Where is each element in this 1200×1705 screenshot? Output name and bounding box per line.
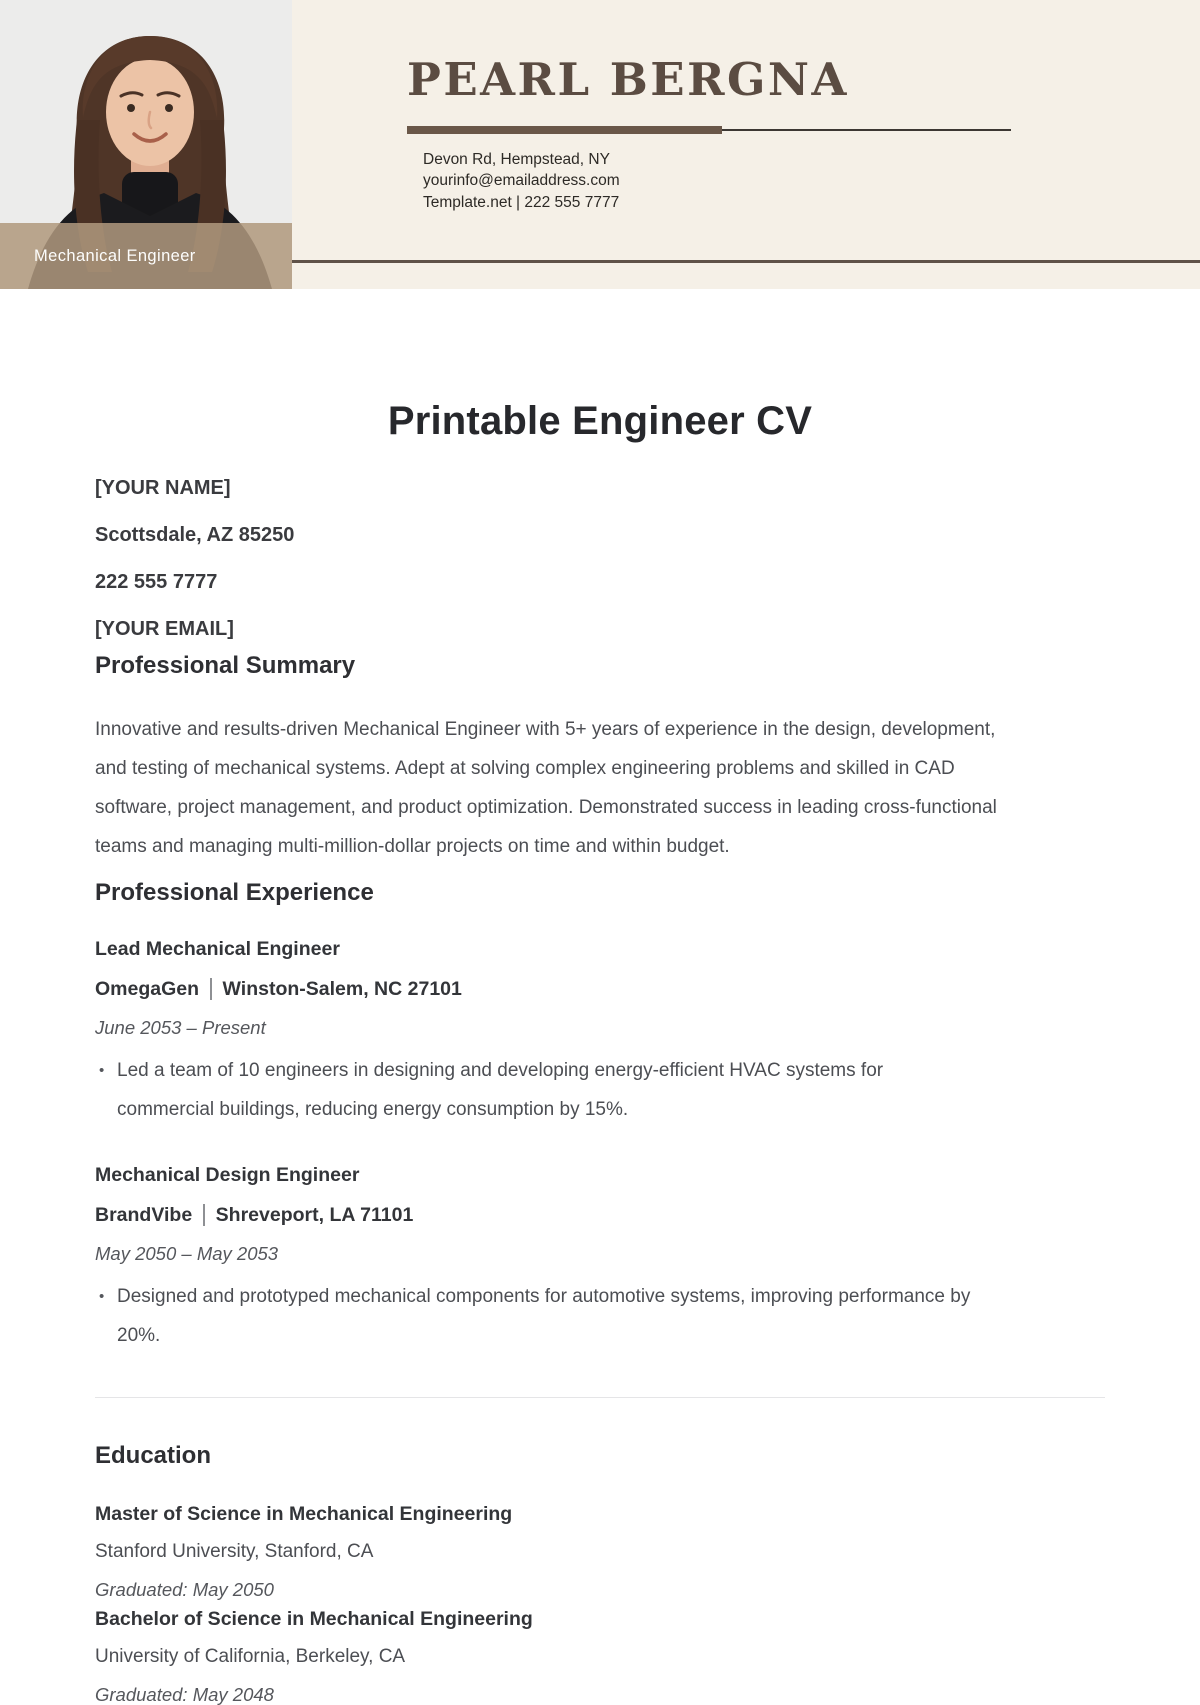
job-title: Mechanical Design Engineer xyxy=(95,1164,360,1186)
education-entry xyxy=(95,1504,1105,1600)
contact-address: Devon Rd, Hempstead, NY xyxy=(423,150,610,168)
job-entry xyxy=(95,1165,1105,1355)
header-identity-panel xyxy=(292,0,1200,289)
education-graduation: Graduated: May 2050 xyxy=(95,1579,274,1600)
summary-heading: Professional Summary xyxy=(95,652,356,679)
education-school: Stanford University, Stanford, CA xyxy=(95,1541,374,1562)
photo-role-label: Mechanical Engineer xyxy=(34,246,196,265)
applicant-contact-block xyxy=(95,478,1105,640)
applicant-name-placeholder: [YOUR NAME] xyxy=(95,477,231,499)
job-dates: June 2053 – Present xyxy=(95,1017,266,1038)
divider-thin-segment xyxy=(722,129,1011,131)
education-entry xyxy=(95,1609,1105,1705)
divider-thick-segment xyxy=(407,126,722,134)
name-divider xyxy=(407,126,1011,134)
profile-photo xyxy=(0,0,292,289)
job-entry xyxy=(95,939,1105,1129)
experience-heading: Professional Experience xyxy=(95,879,374,906)
job-location: Shreveport, LA 71101 xyxy=(215,1204,414,1226)
job-company: OmegaGen xyxy=(95,978,200,1000)
job-dates: May 2050 – May 2053 xyxy=(95,1243,279,1264)
header-contact-block xyxy=(423,149,1200,214)
education-heading: Education xyxy=(95,1442,212,1469)
job-bullet: • Led a team of 10 engineers in designing and developing energy-efficient HVAC systems for commercial buildings, reducing energy consumption by 15%. xyxy=(95,1051,980,1129)
header-bottom-rule xyxy=(292,260,1200,263)
job-bullet: • Designed and prototyped mechanical components for automotive systems, improving performance by 20%. xyxy=(95,1277,980,1355)
resume-header xyxy=(0,0,1200,289)
applicant-email-placeholder: [YOUR EMAIL] xyxy=(95,618,234,640)
summary-paragraph: Innovative and results-driven Mechanical Engineer with 5+ years of experience in the design, development, and testing of mechanical systems. Adept at solving complex engineering problems and skilled in CAD software, project management, and product optimization. Demonstrated success in leading cross-functional teams and managing multi-million-dollar projects on time and within budget. xyxy=(95,719,997,857)
applicant-address: Scottsdale, AZ 85250 xyxy=(95,524,295,546)
job-company: BrandVibe xyxy=(95,1204,193,1226)
photo-caption-band xyxy=(0,223,292,289)
company-location-separator xyxy=(203,1204,205,1226)
job-company-line xyxy=(95,978,1105,1000)
contact-email: yourinfo@emailaddress.com xyxy=(423,172,620,190)
education-graduation: Graduated: May 2048 xyxy=(95,1684,274,1705)
applicant-phone: 222 555 7777 xyxy=(95,571,218,593)
contact-site-phone: Template.net | 222 555 7777 xyxy=(423,193,620,211)
person-name: PEARL BERGNA xyxy=(407,53,849,106)
job-location: Winston-Salem, NC 27101 xyxy=(222,978,462,1000)
section-divider xyxy=(95,1397,1105,1398)
education-school: University of California, Berkeley, CA xyxy=(95,1646,406,1667)
company-location-separator xyxy=(210,978,212,1000)
cv-document xyxy=(0,399,1200,1705)
education-degree: Bachelor of Science in Mechanical Engineering xyxy=(95,1608,533,1630)
job-company-line xyxy=(95,1204,1105,1226)
education-degree: Master of Science in Mechanical Engineering xyxy=(95,1503,513,1525)
job-title: Lead Mechanical Engineer xyxy=(95,938,340,960)
page-title: Printable Engineer CV xyxy=(387,399,813,443)
